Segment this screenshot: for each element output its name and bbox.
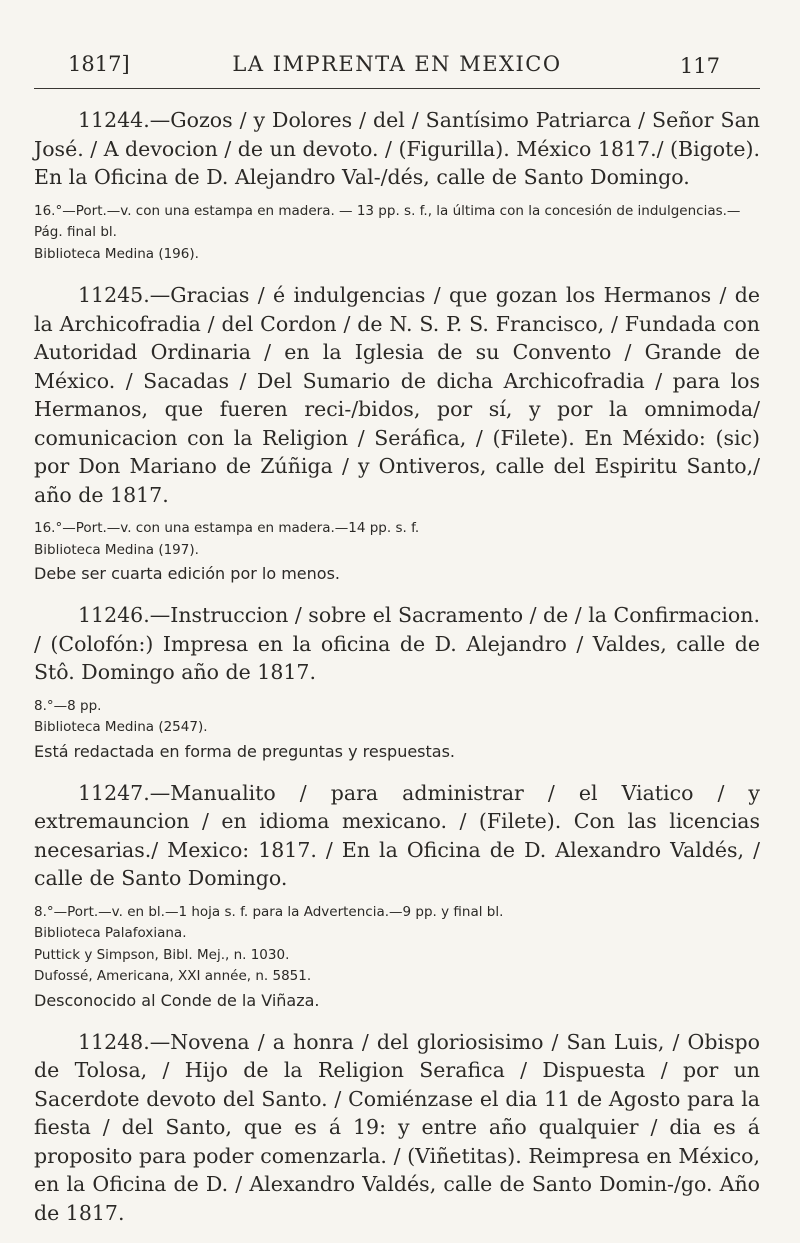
entry-note: Biblioteca Medina (196).: [34, 245, 199, 262]
entry-description: 11245.—Gracias / é indulgencias / que gozan los Hermanos / de la Archicofradia / del Cordon / de N. S. P. S. Francisco, / Fundada con Autoridad Ordinaria / en la Iglesia de su Convento / Grande de México. / Sacadas / Del Sumario de dicha Archicofradia / para los Hermanos, que fueren reci-/bidos, por sí, y por la omnimoda/ comunicacion con la Religion / Seráfica, / (Filete). En Méxido: (sic) por Don Mariano de Zúñiga / y Ontiveros, calle del Espiritu Santo,/ año de 1817.: [34, 283, 760, 507]
entry-note: 16.°—Port.—v. con una estampa en madera.—14 pp. s. f.: [34, 520, 420, 536]
catalog-body: [34, 106, 760, 1243]
catalog-entry-11246: [34, 601, 760, 763]
entry-note: Dufossé, Americana, XXI année, n. 5851.: [34, 968, 312, 984]
entry-note: Biblioteca Medina (197).: [34, 541, 199, 558]
entry-remark: Está redactada en forma de preguntas y respuestas.: [34, 741, 456, 761]
entry-note: Biblioteca Medina (2547).: [34, 719, 208, 735]
entry-note: Puttick y Simpson, Bibl. Mej., n. 1030.: [34, 946, 290, 963]
running-header: [34, 0, 760, 78]
header-title: LA IMPRENTA EN MEXICO: [232, 52, 562, 76]
header-year: 1817]: [68, 52, 130, 76]
entry-description: 11248.—Novena / a honra / del gloriosisimo / San Luis, / Obispo de Tolosa, / Hijo de la Religion Serafica / Dispuesta / por un Sacerdote devoto del Santo. / Comiénzase el dia 11 de Agosto para la fiesta / del Santo, que es á 19: y entre año qualquier / dia es á proposito para poder comenzarla. / (Viñetitas). Reimpresa en México, en la Oficina de D. / Alexandro Valdés, calle de Santo Domin-/go. Año de 1817.: [34, 1029, 760, 1225]
entry-note: 16.°—Port.—v. con una estampa en madera. — 13 pp. s. f., la última con la concesión de indulgencias.—Pág. final bl.: [34, 202, 741, 240]
entry-description: 11247.—Manualito / para administrar / el Viatico / y extremauncion / en idioma mexicano. / (Filete). Con las licencias necesarias./ Mexico: 1817. / En la Oficina de D. Alexandro Valdés, / calle de Santo Domingo.: [34, 780, 760, 890]
entry-remark: Desconocido al Conde de la Viñaza.: [34, 990, 320, 1010]
entry-note: 8.°—Port.—v. en bl.—1 hoja s. f. para la Advertencia.—9 pp. y final bl.: [34, 903, 504, 920]
entry-description: 11246.—Instruccion / sobre el Sacramento / de / la Confirmacion. / (Colofón:) Impresa en la oficina de D. Alejandro / Valdes, calle de Stô. Domingo año de 1817.: [34, 603, 760, 684]
catalog-entry-11248: [34, 1028, 760, 1228]
entry-description: 11244.—Gozos / y Dolores / del / Santísimo Patriarca / Señor San José. / A devocion / de un devoto. / (Figurilla). México 1817./ (Bigote). En la Oficina de D. Alejandro Val-/dés, calle de Santo Domingo.: [34, 108, 760, 189]
page-number: 117: [679, 54, 720, 78]
header-rule: [34, 88, 760, 89]
catalog-entry-11245: [34, 281, 760, 585]
catalog-entry-11244: [34, 106, 760, 265]
catalog-entry-11247: [34, 779, 760, 1012]
entry-remark: Debe ser cuarta edición por lo menos.: [34, 564, 340, 583]
entry-note: Biblioteca Palafoxiana.: [34, 925, 187, 941]
entry-note: 8.°—8 pp.: [34, 697, 102, 714]
